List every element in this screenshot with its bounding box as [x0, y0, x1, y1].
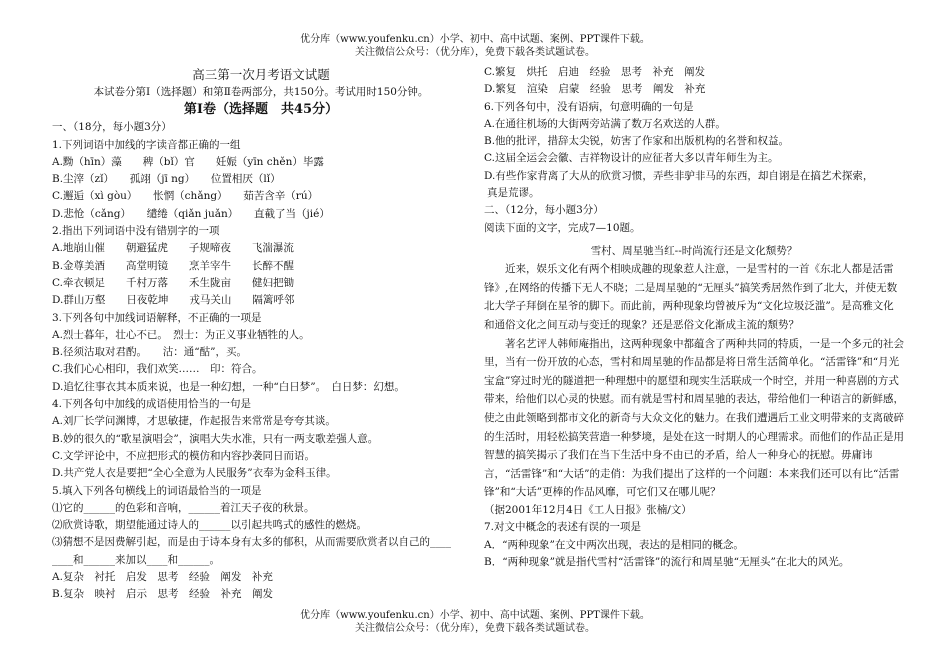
section-2-heading: 二、（12分，每小题3分） [484, 204, 604, 217]
footer-line-2: 关注微信公众号：（优分库），免费下载各类试题试卷。 [355, 623, 595, 634]
question-line: ⑴它的______的色彩和音响，______着江天子夜的秋景。 [52, 501, 315, 514]
question-line: C.繁复 烘托 启迪 经验 思考 补充 阐发 [484, 66, 705, 78]
question-line: B.径须沽取对君酌。 沽：通“酤”，买。 [52, 346, 248, 359]
volume-heading: 第Ⅰ卷（选择题 共45分） [183, 102, 339, 118]
question-line: D.有些作家背离了大从的欣赏习惯，弄些非驴非马的东西，却自诩是在搞艺术探索， [484, 169, 874, 182]
right-column [484, 64, 904, 571]
question-line: B.他的批评，措辞太尖锐，妨害了作家和出版机构的名誉和权益。 [484, 135, 790, 148]
exam-intro: 本试卷分第Ⅰ（选择题）和第Ⅱ卷两部分，共150分。考试用时150分钟。 [93, 86, 429, 98]
question-line: A.刘厂长学问渊博，才思敏捷，作起报告来常常是夸夸其谈。 [52, 415, 336, 428]
header-line-1: 优分库（www.youfenku.cn）小学、初中、高中试题、案例、PPT课件下载。 [300, 34, 650, 45]
question-line: 5.填入下列各句横线上的词语最恰当的一项是 [52, 484, 262, 497]
question-line: D.追忆往事衣其本质来说，也是一种幻想，一种“白日梦”。 白日梦：幻想。 [52, 380, 405, 393]
question-7-option-a: A．“两种现象”在文中两次出现，表达的是相同的概念。 [484, 538, 744, 551]
essay-paragraph-2: 著名艺评人韩师庵指出，这两种现象中都蕴含了两种共同的特质，一是一个多元的社会里，当有一份开放的心态，雪村和周星驰的作品都是将日常生活简单化。“活雷锋”和“月光宝盒”穿过时光的隧道把一种理想中的愿望和现实生活联成一个时空，并用一种喜剧的方式带来，给他们以心灵的快慰。而有就是雪村和周星驰的表达，带给他们一种语言的新鲜感，使之由此领略到都市文化的新奇与大众文化的魅力。在我们遭遇后工业文明带来的支离破碎的生活时，用轻松搞笑营造一种梦境，是处在这一时期人的心理需求。而他们的作品正是用智慧的搞笑揭示了我们在当下生活中身不由已的矛盾，给人一种身心的抚慰。毋庸讳言，“活雷锋”和“大话”的走俏：为我们提出了这样的一个问题：本来我们还可以有比“活雷锋”和“大话”更棒的作品风靡，可它们又在哪儿呢？ [484, 337, 904, 499]
section-1-heading: 一、（18分，每小题3分） [52, 121, 172, 134]
question-line: C.我们心心相印，我们欢笑…… 印：符合。 [52, 363, 263, 376]
question-line: 真是荒谬。 [487, 187, 540, 200]
question-line: D.共产党人衣是要把“全心全意为人民服务”衣奉为金科玉律。 [52, 467, 337, 480]
page-header [0, 33, 950, 59]
question-line: B.尘滓（zǐ） 孤翊（jī ng） 位置相厌（lǐ） [52, 173, 281, 186]
question-line: 阅读下面的文字，完成7—10题。 [484, 221, 641, 234]
question-line: A.烈士暮年，壮心不已。 烈士：为正义事业牺牲的人。 [52, 328, 310, 341]
question-line: 6.下列各句中，没有语病，句意明确的一句是 [484, 100, 694, 113]
question-line: D.群山万壑 日夜乾坤 戎马关山 隔篱呼邻 [52, 294, 295, 307]
question-line: A.复杂 衬托 启发 思考 经验 阐发 补充 [52, 571, 273, 584]
question-line: B.复杂 映衬 启示 思考 经验 补充 阐发 [52, 588, 274, 601]
question-line: A.黝（hīn）藻 稗（bǐ）官 妊娠（yīn chěn）毕露 [52, 155, 324, 168]
header-line-2: 关注微信公众号：（优分库），免费下载各类试题试卷。 [355, 47, 595, 58]
left-column [52, 68, 470, 604]
essay-title: 雪村、周星驰当红--时尚流行还是文化颓势？ [590, 244, 798, 257]
exam-title: 高三第一次月考语文试题 [192, 67, 330, 82]
question-line: B.妙的很久的“歌星演唱会”，演唱大失水准，只有一两支歌差强人意。 [52, 432, 379, 445]
question-line: A.在通往机场的大街两旁站满了数万名欢送的人群。 [484, 117, 726, 130]
question-7: 7.对文中概念的表述有误的一项是 [484, 521, 642, 534]
question-line: C.邂逅（xì gòu） 怅惘（chǎng） 茹苦含辛（rú） [52, 190, 319, 203]
question-line: ⑶猜想不是因费解引起，而是由于诗本身有太多的郁积，从而需要欣赏者以自己的____ [52, 536, 451, 549]
page-footer [0, 609, 950, 635]
question-line: 2.指出下列词语中没有错别字的一项 [52, 225, 220, 238]
question-line: D.繁复 渲染 启蒙 经验 思考 阐发 补充 [484, 83, 706, 96]
footer-line-1: 优分库（www.youfenku.cn）小学、初中、高中试题、案例、PPT课件下载。 [300, 610, 650, 621]
question-line: C.牵衣顿足 千村万落 禾生陇亩 健妇把锄 [52, 276, 294, 289]
question-7-option-b: B．“两种现象”就是指代雪村“活雷锋”的流行和周星驰“无厘头”在北大的风光。 [484, 555, 850, 568]
question-line: ⑵欣赏诗歌，期望能通过诗人的______以引起共鸣式的感性的燃烧。 [52, 519, 367, 532]
question-line: 1.下列词语中加线的字读音都正确的一组 [52, 138, 241, 151]
question-line: C.这届全运会会徽、吉祥物设计的应征者大多以青年师生为主。 [484, 152, 779, 165]
question-line: 4.下列各句中加线的成语使用恰当的一句是 [52, 398, 252, 411]
question-line: A.地崩山催 朝避猛虎 子规啼夜 飞湍瀑流 [52, 242, 294, 255]
question-line: D.悲怆（cǎng） 缱绻（qiǎn juǎn） 直截了当（jié） [52, 207, 330, 220]
question-line: B.金尊美酒 高堂明镜 烹羊宰牛 长醉不醒 [52, 259, 295, 272]
question-line: ____和______来加以____和______。 [52, 553, 220, 566]
essay-paragraph-1: 近来，娱乐文化有两个相映成趣的现象惹人注意，一是雪村的一首《东北人都是活雷锋》,在网络的传播下无人不晓；二是周星驰的“无厘头”搞笑秀居然作到了北大，并使无数北大学子拜倒在星爷的脚下。而此前，两种现象均曾被斥为“文化垃圾泛滥”。是高雅文化和通俗文化之间互动与变迁的现象？还是恶俗文化渐成主流的颓势？ [484, 263, 898, 332]
question-line: C.文学评论中，不应把形式的模仿和内容抄袭同日而语。 [52, 449, 315, 462]
essay-source: （据2001年12月4日《工人日报》张楠/文） [484, 503, 692, 516]
question-line: 3.下列各句中加线词语解释，不正确的一项是 [52, 311, 262, 324]
